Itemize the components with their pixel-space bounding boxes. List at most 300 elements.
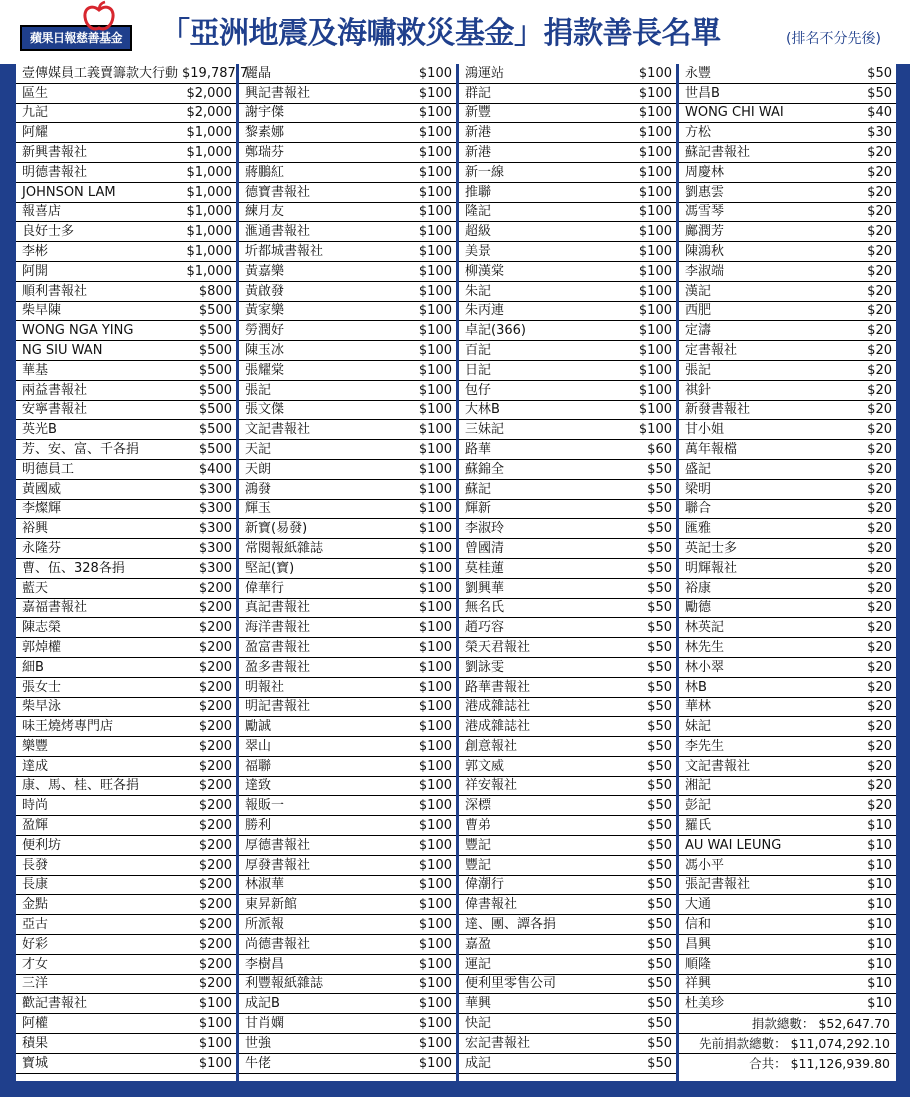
donation-amount: $1,000: [186, 164, 232, 180]
donation-amount: $100: [418, 639, 452, 655]
donor-row: [239, 104, 456, 124]
donor-name: 堅記(寶): [245, 560, 295, 576]
donor-name: 路華: [465, 441, 492, 457]
donor-row: [16, 203, 236, 223]
donor-name: 便利里零售公司: [465, 976, 557, 992]
total-value: $11,074,292.10: [790, 1036, 890, 1052]
donor-row: [239, 539, 456, 559]
donation-amount: $20: [867, 441, 892, 457]
donor-row: [679, 203, 896, 223]
donor-name: 尚德書報社: [245, 936, 311, 952]
donation-amount: $200: [198, 917, 232, 933]
donation-amount: $10: [867, 897, 892, 913]
donor-row: [16, 1054, 236, 1074]
donor-row: [239, 579, 456, 599]
donation-amount: $1,000: [186, 224, 232, 240]
donor-row: [16, 64, 249, 84]
donation-amount: $100: [198, 1055, 232, 1071]
donor-name: 祺針: [685, 382, 712, 398]
donor-row: [679, 539, 896, 559]
donation-amount: $20: [867, 362, 892, 378]
donor-name: 明輝報社: [685, 560, 738, 576]
donor-name: 劉惠雲: [685, 184, 725, 200]
donor-row: [239, 856, 456, 876]
donor-row: [239, 341, 456, 361]
donation-amount: $100: [418, 144, 452, 160]
donor-name: 海洋書報社: [245, 620, 311, 636]
donation-amount: $200: [198, 857, 232, 873]
donor-name: 所派報: [245, 917, 285, 933]
donation-amount: $50: [647, 1016, 672, 1032]
donation-amount: $200: [198, 837, 232, 853]
donor-row: [459, 321, 676, 341]
donation-amount: $100: [638, 184, 672, 200]
donor-row: [459, 242, 676, 262]
donation-amount: $100: [418, 620, 452, 636]
donation-amount: $20: [867, 461, 892, 477]
donor-name: 曹弟: [465, 818, 492, 834]
donor-name: 方松: [685, 125, 712, 141]
donor-row: [239, 796, 456, 816]
donation-amount: $20: [867, 164, 892, 180]
donor-name: 金點: [22, 897, 49, 913]
donor-name: 福聯: [245, 758, 272, 774]
donation-amount: $50: [647, 600, 672, 616]
donor-row: [679, 856, 896, 876]
donor-row: [16, 104, 236, 124]
donor-row: [239, 836, 456, 856]
donation-amount: $100: [418, 936, 452, 952]
donation-amount: $100: [418, 105, 452, 121]
donor-name: 深標: [465, 798, 492, 814]
donor-name: 世強: [245, 1035, 272, 1051]
donor-row: [459, 64, 676, 84]
donor-row: [16, 856, 236, 876]
donor-name: 路華書報社: [465, 679, 531, 695]
donor-name: 細B: [22, 659, 44, 675]
donor-row: [459, 381, 676, 401]
donor-row: [459, 480, 676, 500]
donor-name: 明德員工: [22, 461, 75, 477]
donation-amount: $100: [418, 877, 452, 893]
donor-name: 朱丙連: [465, 303, 505, 319]
donor-row: [459, 816, 676, 836]
donor-row: [679, 777, 896, 797]
donor-row: [16, 420, 236, 440]
donor-name: 甘小姐: [685, 422, 725, 438]
donor-name: 鴻發: [245, 481, 272, 497]
donation-amount: $50: [867, 85, 892, 101]
donor-name: 新寶(易發): [245, 521, 308, 537]
donor-name: 翠山: [245, 738, 272, 754]
donation-amount: $20: [867, 184, 892, 200]
donation-amount: $100: [418, 342, 452, 358]
donor-row: [679, 796, 896, 816]
donor-name: 盈多書報社: [245, 659, 311, 675]
donation-amount: $20: [867, 600, 892, 616]
donor-column-2: [236, 64, 456, 1081]
donor-name: 黎素娜: [245, 125, 285, 141]
donor-name: 天記: [245, 441, 272, 457]
donor-name: 盈輝: [22, 818, 49, 834]
donation-amount: $100: [418, 699, 452, 715]
donor-name: 張記: [685, 362, 712, 378]
total-label: 捐款總數：: [751, 1016, 815, 1032]
donation-amount: $50: [647, 560, 672, 576]
donation-amount: $20: [867, 738, 892, 754]
donor-row: [16, 698, 236, 718]
donation-amount: $100: [418, 362, 452, 378]
donation-amount: $100: [418, 659, 452, 675]
donor-name: 裕興: [22, 521, 49, 537]
donor-name: 黃啟發: [245, 283, 285, 299]
donor-name: 李淑端: [685, 263, 725, 279]
donation-amount: $100: [418, 323, 452, 339]
donation-amount: $200: [198, 719, 232, 735]
donor-name: 郭文威: [465, 758, 505, 774]
donor-row: [459, 163, 676, 183]
donor-name: 創意報社: [465, 738, 518, 754]
donation-amount: $1,000: [186, 204, 232, 220]
donor-name: 輝新: [465, 501, 492, 517]
donation-amount: $100: [418, 422, 452, 438]
donor-name: 百記: [465, 342, 492, 358]
donor-name: 信和: [685, 917, 712, 933]
donor-row: [239, 876, 456, 896]
donation-amount: $200: [198, 897, 232, 913]
donor-row: [16, 500, 236, 520]
donation-amount: $20: [867, 382, 892, 398]
donor-row: [16, 737, 236, 757]
donor-row: [679, 104, 896, 124]
total-row: [679, 1034, 896, 1054]
donor-name: 劉興華: [465, 580, 505, 596]
donor-name: 定濤: [685, 323, 712, 339]
donor-name: 華基: [22, 362, 49, 378]
donation-amount: $20: [867, 778, 892, 794]
donation-amount: $100: [198, 1035, 232, 1051]
donation-amount: $100: [418, 85, 452, 101]
donor-row: [16, 796, 236, 816]
donor-name: 安寧書報社: [22, 402, 88, 418]
donor-row: [459, 1014, 676, 1034]
donor-name: 達成: [22, 758, 49, 774]
donor-column-3: [456, 64, 676, 1081]
donation-amount: $20: [867, 422, 892, 438]
donation-amount: $50: [647, 620, 672, 636]
donor-row: [239, 816, 456, 836]
donor-name: 順利書報社: [22, 283, 88, 299]
donor-name: 梁明: [685, 481, 712, 497]
donor-name: 李樹昌: [245, 956, 285, 972]
donor-name: 達致: [245, 778, 272, 794]
donor-name: JOHNSON LAM: [22, 184, 116, 200]
donor-name: 東昇新館: [245, 897, 298, 913]
donor-row: [459, 678, 676, 698]
donor-name: 朱記: [465, 283, 492, 299]
donor-name: 盈富書報社: [245, 639, 311, 655]
donor-row: [679, 994, 896, 1014]
donor-column-4: [676, 64, 896, 1081]
donor-name: 勵誠: [245, 719, 272, 735]
donor-name: 萬年報檔: [685, 441, 738, 457]
donor-name: 成記B: [245, 996, 280, 1012]
donation-amount: $20: [867, 204, 892, 220]
donor-name: 卓記(366): [465, 323, 526, 339]
donation-amount: $50: [647, 877, 672, 893]
donor-name: 利豐報紙雜誌: [245, 976, 324, 992]
donation-amount: $100: [418, 184, 452, 200]
donor-name: 林先生: [685, 639, 725, 655]
donor-row: [459, 895, 676, 915]
donor-row: [459, 559, 676, 579]
donor-row: [239, 638, 456, 658]
donation-amount: $200: [198, 758, 232, 774]
donor-name: 寶城: [22, 1055, 49, 1071]
donor-name: 新豐: [465, 105, 492, 121]
donation-amount: $100: [638, 402, 672, 418]
donation-amount: $20: [867, 323, 892, 339]
donor-name: 嘉福書報社: [22, 600, 88, 616]
donation-amount: $50: [647, 699, 672, 715]
donor-row: [679, 183, 896, 203]
donation-amount: $100: [418, 204, 452, 220]
donor-name: 彭記: [685, 798, 712, 814]
donor-row: [239, 737, 456, 757]
donor-name: 麗晶: [245, 65, 272, 81]
donation-amount: $100: [418, 679, 452, 695]
donor-name: 三妹記: [465, 422, 505, 438]
donation-amount: $50: [867, 65, 892, 81]
donor-name: 運記: [465, 956, 492, 972]
donor-row: [459, 1034, 676, 1054]
donor-name: 郭焯權: [22, 639, 62, 655]
donor-row: [239, 915, 456, 935]
donation-amount: $100: [638, 243, 672, 259]
donation-amount: $500: [198, 382, 232, 398]
donation-amount: $10: [867, 936, 892, 952]
donor-name: 好彩: [22, 936, 49, 952]
donation-amount: $500: [198, 342, 232, 358]
donor-name: 宏記書報社: [465, 1035, 531, 1051]
donation-amount: $100: [638, 85, 672, 101]
donor-name: 謝宇傑: [245, 105, 285, 121]
donation-amount: $1,000: [186, 263, 232, 279]
donor-name: 李淑玲: [465, 521, 505, 537]
donor-row: [459, 994, 676, 1014]
donor-name: 歡記書報社: [22, 996, 88, 1012]
donor-row: [679, 915, 896, 935]
donation-amount: $100: [418, 818, 452, 834]
donation-amount: $100: [418, 778, 452, 794]
donation-amount: $50: [647, 738, 672, 754]
donor-name: 文記書報社: [685, 758, 751, 774]
donor-name: 華林: [685, 699, 712, 715]
donation-amount: $300: [198, 521, 232, 537]
donation-amount: $100: [638, 144, 672, 160]
donor-row: [679, 599, 896, 619]
donation-amount: $100: [638, 105, 672, 121]
donor-row: [679, 895, 896, 915]
donor-row: [239, 401, 456, 421]
donor-name: 牛佬: [245, 1055, 272, 1071]
donor-name: 定書報社: [685, 342, 738, 358]
donor-name: 厚發書報社: [245, 857, 311, 873]
donor-name: 林小翠: [685, 659, 725, 675]
donor-name: 陳志榮: [22, 620, 62, 636]
donation-amount: $50: [647, 639, 672, 655]
donor-row: [16, 321, 236, 341]
donor-row: [239, 698, 456, 718]
donation-amount: $100: [418, 125, 452, 141]
donor-name: 林英記: [685, 620, 725, 636]
donor-name: 天朗: [245, 461, 272, 477]
donor-name: 明記書報社: [245, 699, 311, 715]
donor-row: [459, 737, 676, 757]
donor-name: AU WAI LEUNG: [685, 837, 782, 853]
donor-row: [16, 599, 236, 619]
donation-amount: $200: [198, 936, 232, 952]
donation-amount: $100: [198, 996, 232, 1012]
donor-row: [16, 183, 236, 203]
donation-amount: $100: [418, 164, 452, 180]
donor-row: [459, 222, 676, 242]
donor-row: [459, 757, 676, 777]
donation-amount: $19,787.7: [182, 65, 249, 81]
donation-amount: $100: [418, 1055, 452, 1071]
donor-row: [459, 618, 676, 638]
donor-name: 興記書報社: [245, 85, 311, 101]
donation-amount: $50: [647, 857, 672, 873]
donor-name: 匯雅: [685, 521, 712, 537]
donor-name: 順隆: [685, 956, 712, 972]
donor-name: 新港: [465, 144, 492, 160]
donor-row: [239, 183, 456, 203]
donation-amount: $100: [418, 243, 452, 259]
donor-name: 達、團、譚各捐: [465, 917, 557, 933]
donor-row: [679, 975, 896, 995]
donation-amount: $300: [198, 540, 232, 556]
donation-amount: $100: [638, 362, 672, 378]
donor-row: [459, 836, 676, 856]
donor-row: [459, 203, 676, 223]
donor-row: [239, 64, 456, 84]
donor-name: 英光B: [22, 422, 57, 438]
total-row: [679, 1014, 896, 1034]
donation-amount: $50: [647, 976, 672, 992]
donor-row: [459, 638, 676, 658]
donation-amount: $50: [647, 778, 672, 794]
donor-name: 新一線: [465, 164, 505, 180]
donor-row: [239, 777, 456, 797]
donation-amount: $20: [867, 719, 892, 735]
donation-amount: $20: [867, 342, 892, 358]
donation-amount: $20: [867, 580, 892, 596]
donation-amount: $200: [198, 620, 232, 636]
donation-amount: $20: [867, 481, 892, 497]
donation-amount: $10: [867, 956, 892, 972]
donor-row: [459, 361, 676, 381]
donor-name: 聯合: [685, 501, 712, 517]
donation-amount: $20: [867, 620, 892, 636]
donor-row: [239, 242, 456, 262]
donor-row: [679, 282, 896, 302]
donor-row: [239, 618, 456, 638]
donor-row: [239, 123, 456, 143]
donation-amount: $50: [647, 758, 672, 774]
donor-row: [679, 361, 896, 381]
donor-row: [16, 975, 236, 995]
donor-row: [679, 638, 896, 658]
donor-name: 成記: [465, 1055, 492, 1071]
donor-row: [679, 658, 896, 678]
donation-amount: $100: [418, 580, 452, 596]
donor-row: [679, 222, 896, 242]
donor-row: [459, 519, 676, 539]
donation-amount: $50: [647, 936, 672, 952]
donor-name: 豐記: [465, 857, 492, 873]
donor-name: 樂豐: [22, 738, 49, 754]
donor-row: [679, 559, 896, 579]
donor-name: 祥安報社: [465, 778, 518, 794]
donor-row: [16, 262, 236, 282]
total-label: 合共：: [749, 1055, 787, 1071]
donation-amount: $100: [418, 560, 452, 576]
donor-row: [459, 420, 676, 440]
donor-row: [239, 440, 456, 460]
donation-amount: $100: [418, 600, 452, 616]
donor-name: 蘇記: [465, 481, 492, 497]
donation-amount: $50: [647, 540, 672, 556]
donation-amount: $200: [198, 659, 232, 675]
donor-name: 甘肖嫻: [245, 1016, 285, 1032]
donor-name: 真記書報社: [245, 600, 311, 616]
donor-row: [679, 64, 896, 84]
donor-row: [679, 500, 896, 520]
donor-row: [239, 460, 456, 480]
donor-row: [16, 460, 236, 480]
donation-amount: $20: [867, 501, 892, 517]
donor-name: 兩益書報社: [22, 382, 88, 398]
donation-amount: $400: [198, 461, 232, 477]
donor-row: [16, 658, 236, 678]
donation-amount: $100: [418, 956, 452, 972]
donor-name: 康、馬、桂、旺各捐: [22, 778, 140, 794]
donor-row: [239, 1014, 456, 1034]
donor-row: [239, 420, 456, 440]
donor-row: [679, 935, 896, 955]
donor-name: 永豐: [685, 65, 712, 81]
donation-amount: $100: [418, 798, 452, 814]
donor-row: [679, 84, 896, 104]
donor-name: 杜美珍: [685, 996, 725, 1012]
donation-amount: $50: [647, 461, 672, 477]
donor-name: 馮雪琴: [685, 204, 725, 220]
donor-name: 劉詠雯: [465, 659, 505, 675]
donor-row: [239, 955, 456, 975]
donation-amount: $200: [198, 639, 232, 655]
donor-name: 新興書報社: [22, 144, 88, 160]
donor-row: [679, 321, 896, 341]
donor-name: 羅氏: [685, 818, 712, 834]
donor-name: 才女: [22, 956, 49, 972]
donor-row: [239, 599, 456, 619]
donor-name: 馮小平: [685, 857, 725, 873]
donor-name: 美景: [465, 243, 492, 259]
donation-amount: $100: [418, 837, 452, 853]
donor-name: 日記: [465, 362, 492, 378]
donor-name: 趙巧容: [465, 620, 505, 636]
